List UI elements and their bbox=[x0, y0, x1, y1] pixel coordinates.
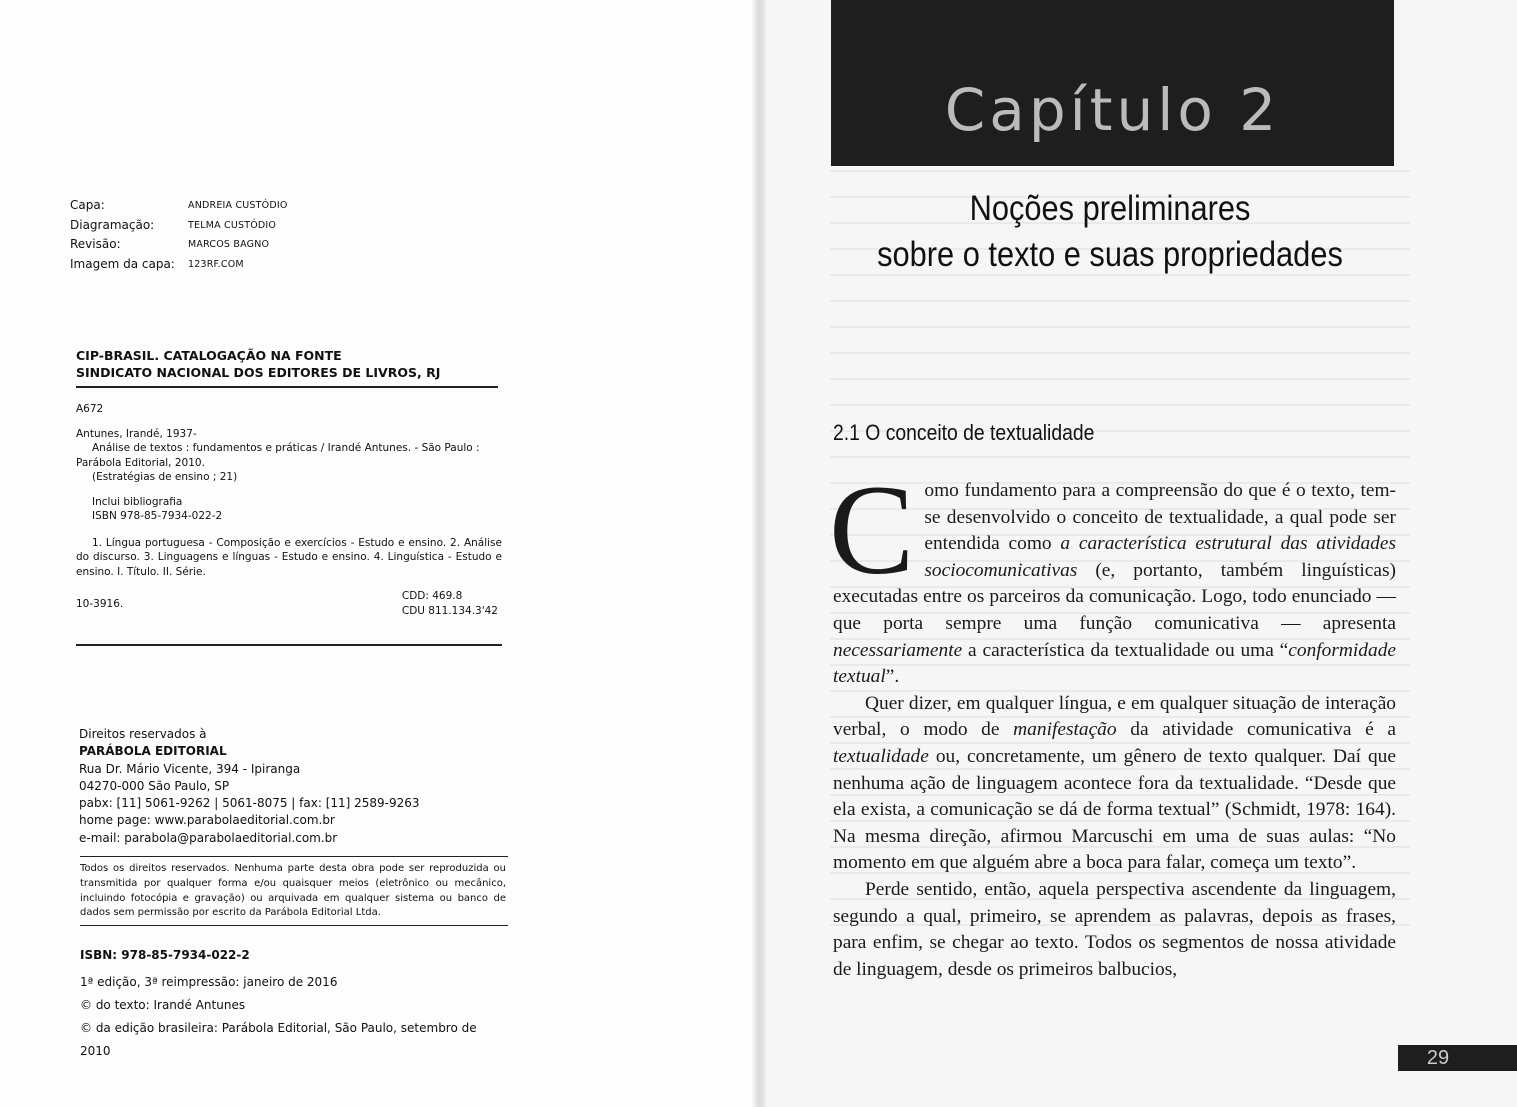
drop-cap: C bbox=[829, 459, 915, 601]
chapter-label: Capítulo 2 bbox=[944, 76, 1281, 144]
credit-row bbox=[70, 196, 288, 216]
cip-isbn: ISBN 978-85-7934-022-2 bbox=[92, 510, 223, 522]
credit-row bbox=[70, 255, 288, 275]
copyright-edition: © da edição brasileira: Parábola Editorial, São Paulo, setembro de 2010 bbox=[80, 1021, 477, 1058]
legal-notice: Todos os direitos reservados. Nenhuma parte desta obra pode ser reproduzida ou transmitida por qualquer forma e/ou quaisquer meios (eletrônico ou mecânico, incluindo fotocópia e gravação) ou arquivada em qualquer sistema ou banco de dados sem permissão por escrito da Parábola Editorial Ltda. bbox=[80, 863, 506, 919]
text-run: omo fundamento para a compreensão do que é o texto, tem-se desenvolvido o conceito de textualidade, a qual pode ser entendida como bbox=[924, 480, 1396, 555]
text-run: (e, portanto, também linguísticas) executadas entre os parceiros da comunicação. Logo, todo enunciado — que porta sempre uma função comunicativa — apresenta bbox=[833, 559, 1396, 634]
credit-row bbox=[70, 216, 288, 236]
publisher-address: Rua Dr. Mário Vicente, 394 - Ipiranga bbox=[79, 761, 301, 776]
italic-run: necessariamente bbox=[833, 639, 963, 661]
paragraph bbox=[833, 691, 1396, 877]
credit-label: Revisão: bbox=[70, 237, 121, 251]
credits-list bbox=[70, 196, 288, 274]
cip-subjects: 1. Língua portuguesa - Composição e exercícios - Estudo e ensino. 2. Análise do discurso. 3. Linguagens e línguas - Estudo e ensino. 4. Linguística - Estudo e ensino. I. Título. II. Série. bbox=[76, 536, 502, 578]
italic-run: manifestação bbox=[1013, 719, 1117, 741]
cip-includes: Inclui bibliografia bbox=[92, 495, 183, 508]
publisher-homepage: home page: www.parabolaeditorial.com.br bbox=[79, 813, 335, 828]
cip-heading-line: CIP-BRASIL. CATALOGAÇÃO NA FONTE bbox=[76, 348, 342, 363]
text-run: ”. bbox=[885, 666, 900, 688]
publisher-name: PARÁBOLA EDITORIAL bbox=[79, 744, 227, 759]
rights-line: Direitos reservados à bbox=[79, 727, 207, 741]
credit-row bbox=[70, 235, 288, 255]
credit-value: ANDREIA CUSTÓDIO bbox=[188, 200, 288, 211]
cip-classification bbox=[76, 589, 502, 618]
publisher-phones: pabx: [11] 5061-9262 | 5061-8075 | fax: [11] 2589-9263 bbox=[79, 796, 420, 811]
cip-author: Antunes, Irandé, 1937- bbox=[76, 427, 197, 440]
isbn: ISBN: 978-85-7934-022-2 bbox=[80, 948, 250, 962]
text-run: ou, concretamente, um gênero de texto qualquer. Daí que nenhuma ação de linguagem acontece fora da textualidade. “Desde que ela exista, a comunicação se dá de forma textual” (Schmidt, 1978: 164). Na mesma direção, afirmou Marcuschi em uma de suas aulas: “No momento em que alguém abre a boca para falar, começa um texto”. bbox=[833, 745, 1396, 874]
cip-title-line: Análise de textos : fundamentos e práticas / Irandé Antunes. - São Paulo : bbox=[92, 442, 480, 454]
credit-value: 123RF.COM bbox=[188, 258, 244, 270]
cip-top-rule bbox=[76, 386, 498, 388]
text-run: Quer dizer, em qualquer língua, e em qualquer situação de interação verbal, o modo de bbox=[833, 692, 1396, 741]
publisher-email: e-mail: parabola@parabolaeditorial.com.br bbox=[79, 830, 338, 845]
cip-heading-line: SINDICATO NACIONAL DOS EDITORES DE LIVROS, RJ bbox=[76, 365, 441, 380]
legal-top-rule bbox=[80, 856, 508, 857]
italic-run: textualidade bbox=[833, 745, 929, 767]
edition-info: 1ª edição, 3ª reimpressão: janeiro de 2016 bbox=[80, 975, 338, 989]
copyright-text: © do texto: Irandé Antunes bbox=[80, 998, 246, 1012]
credit-value: MARCOS BAGNO bbox=[188, 239, 270, 250]
italic-run: a característica estrutural das atividades sociocomunicativas bbox=[924, 533, 1396, 581]
cip-record bbox=[76, 402, 502, 618]
paragraph bbox=[829, 459, 1396, 691]
text-run: da atividade comunicativa é a bbox=[1116, 719, 1396, 741]
chapter-title-line: sobre o texto e suas propriedades bbox=[877, 235, 1343, 274]
legal-bottom-rule bbox=[80, 925, 508, 926]
cip-cdu: CDU 811.134.3'42 bbox=[401, 604, 498, 617]
publisher-postcode: 04270-000 São Paulo, SP bbox=[79, 778, 230, 793]
book-gutter bbox=[752, 0, 766, 1107]
chapter-title bbox=[872, 186, 1347, 278]
body-text bbox=[829, 459, 1396, 983]
isbn-block bbox=[80, 944, 510, 1063]
credit-label: Capa: bbox=[70, 198, 105, 212]
cip-heading bbox=[76, 347, 496, 381]
cip-publisher: Parábola Editorial, 2010. bbox=[76, 456, 205, 469]
credit-value: TELMA CUSTÓDIO bbox=[188, 219, 277, 231]
cip-number: 10-3916. bbox=[76, 598, 124, 610]
section-title: 2.1 O conceito de textualidade bbox=[833, 420, 1095, 445]
cip-cdd: CDD: 469.8 bbox=[401, 590, 463, 602]
credit-label: Diagramação: bbox=[70, 217, 155, 232]
text-run: a característica da textualidade ou uma “ bbox=[962, 639, 1289, 661]
cip-series: (Estratégias de ensino ; 21) bbox=[92, 471, 238, 483]
publisher-rights bbox=[79, 726, 509, 847]
credit-label: Imagem da capa: bbox=[70, 256, 175, 271]
paragraph: Perde sentido, então, aquela perspectiva ascendente da linguagem, segundo a qual, primeiro, se aprendem as palavras, depois as frases, para enfim, se chegar ao texto. Todos os segmentos de nossa atividade de linguagem, desde os primeiros balbucios, bbox=[833, 878, 1396, 980]
page-number: 29 bbox=[1426, 1047, 1450, 1069]
cip-cdd-cdu bbox=[402, 589, 502, 618]
chapter-title-line: Noções preliminares bbox=[969, 189, 1251, 228]
italic-run: conformidade textual bbox=[833, 639, 1396, 688]
cip-code: A672 bbox=[76, 403, 104, 415]
cip-bottom-rule bbox=[76, 644, 502, 646]
